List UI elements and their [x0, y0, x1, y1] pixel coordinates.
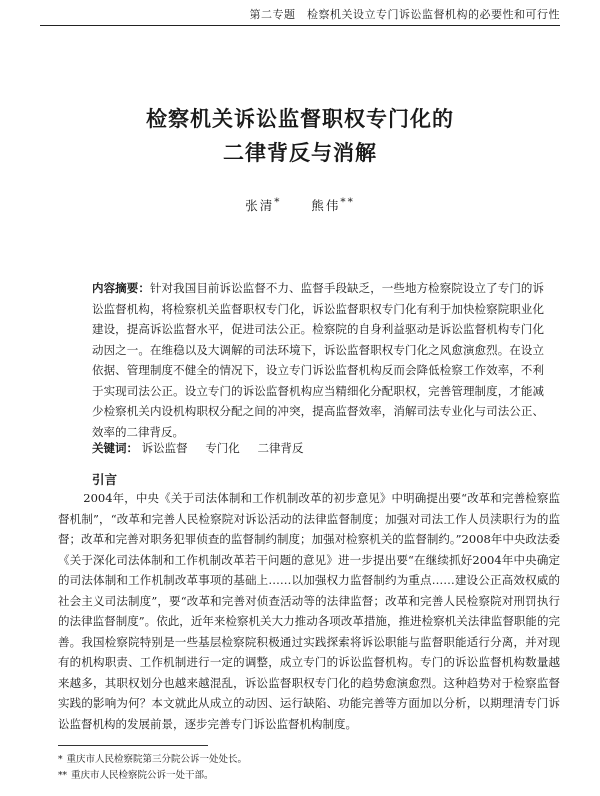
- footnote-item: [58, 768, 247, 784]
- footnotes: [58, 752, 247, 784]
- body-text: [58, 488, 560, 734]
- keywords-label: 关键词：: [92, 441, 138, 455]
- footnote-mark: *: [58, 755, 63, 765]
- author-line: [0, 196, 600, 214]
- abstract-label: 内容摘要：: [92, 281, 150, 295]
- keywords: [92, 440, 544, 456]
- author-2-mark: **: [340, 196, 355, 208]
- footnote-text: 重庆市人民检察院第三分院公诉一处处长。: [66, 754, 248, 765]
- body-paragraph: 2004年，中央《关于司法体制和工作机制改革的初步意见》中明确提出要“改革和完善检察监督机制”，“改革和完善人民检察院对诉讼活动的法律监督制度；加强对司法工作人员渎职行为的监督；改革和完善对职务犯罪侦查的监督制约制度；加强对检察机关的监督制约。”2008年中央政法委《关于深化司法体制和工作机制改革若干问题的意见》进一步提出要“在继续抓好2004年中央确定的司法体制和工作机制改革事项的基础上……以加强权力监督制约为重点……建设公正高效权威的社会主义司法制度”，要“改革和完善对侦查活动等的法律监督；改革和完善人民检察院对刑罚执行的法律监督制度”。依此，近年来检察机关大力推动各项改革措施，推进检察机关法律监督职能的完善。我国检察院特别是一些基层检察院积极通过实践探索将诉讼职能与监督职能适行分离，并对现有的机构职责、工作机制进行一定的调整，成立专门的诉讼监督机构。专门的诉讼监督机构数量越来越多，其职权划分也越来越混乱，诉讼监督职权专门化的趋势愈演愈烈。这种趋势对于检察监督实践的影响为何？本文就此从成立的动因、运行缺陷、功能完善等方面加以分析，以期理清专门诉讼监督机构的发展前景，逐步完善专门诉讼监督机构制度。: [58, 491, 560, 731]
- abstract: [92, 278, 544, 442]
- author-2: 熊伟: [311, 198, 341, 214]
- footnote-text: 重庆市人民检察院公诉一处干部。: [71, 770, 214, 781]
- author-1: 张清: [245, 198, 275, 214]
- running-header: 第二专题 检察机关设立专门诉讼监督机构的必要性和可行性: [40, 6, 560, 26]
- section-heading: 引言: [92, 472, 118, 487]
- keyword-item: 诉讼监督: [141, 441, 188, 455]
- footnote-mark: **: [58, 771, 67, 781]
- footnote-item: [58, 752, 247, 768]
- title-line-2: 二律背反与消解: [223, 140, 377, 165]
- article-title: [0, 102, 600, 170]
- footnote-divider: [58, 745, 208, 746]
- author-1-mark: *: [274, 196, 282, 208]
- abstract-text: 针对我国目前诉讼监督不力、监督手段缺乏，一些地方检察院设立了专门的诉讼监督机构，将检察机关监督职权专门化，诉讼监督职权专门化有利于加快检察院职业化建设，提高诉讼监督水平，促进司法公正。检察院的自身利益驱动是诉讼监督机构专门化动因之一。在维稳以及大调解的司法环境下，诉讼监督职权专门化之风愈演愈烈。在设立依据、管理制度不健全的情况下，设立专门诉讼监督机构反而会降低检察工作效率，不利于实现司法公正。设立专门的诉讼监督机构应当精细化分配职权，完善管理制度，才能减少检察机关内设机构职权分配之间的冲突，提高监督效率，消解司法专业化与司法公正、效率的二律背反。: [92, 281, 545, 439]
- keyword-item: 二律背反: [257, 441, 304, 455]
- title-line-1: 检察机关诉讼监督职权专门化的: [146, 106, 454, 131]
- keyword-item: 专门化: [205, 441, 240, 455]
